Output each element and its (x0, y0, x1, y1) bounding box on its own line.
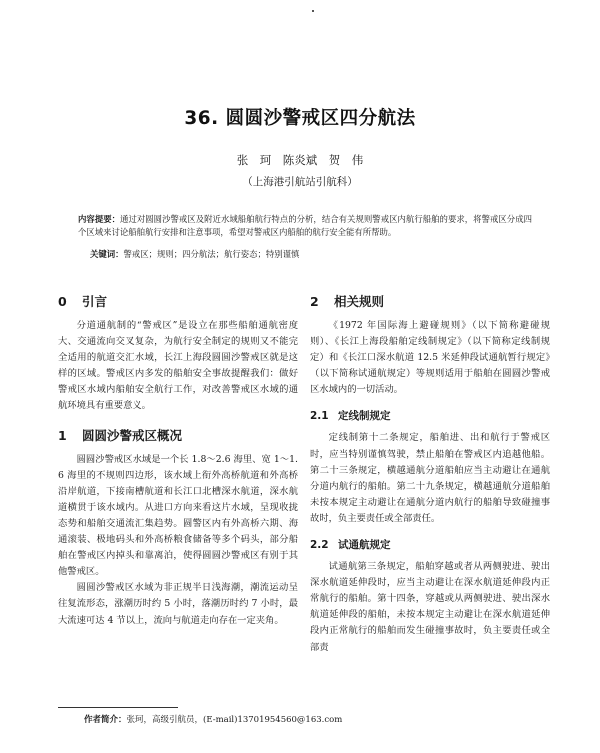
paragraph-overview-area: 圆圆沙警戒区水域是一个长 1.8～2.6 海里、宽 1～1.6 海里的不规则四边形，该水域上衔外高桥航道和外高桥沿岸航道，下接南槽航道和长江口北槽深水航道，深水航道横贯于该水域内。从进口方向来看这片水域，呈现收拢态势和船舶交通流汇集趋势。圆警区内有外高桥六期、海通滚装、极地码头和外高桥粮食储备等多个码头，部分船舶在警戒区内掉头和靠离泊，使得圆圆沙警戒区有别于其他警戒区。 (58, 453, 298, 578)
section-title: 圆圆沙警戒区概况 (82, 427, 183, 443)
paper-affiliation: （上海港引航站引航科） (242, 176, 358, 188)
paragraph-introduction: 分道通航制的“警戒区”是设立在那些船舶通航密度大、交通流向交叉复杂，为航行安全制定的规则又不能完全适用的航道交汇水域，长江上海段圆圆沙警戒区就是这样的区域。警戒区内多发的船舶安全事故提醒我们：做好警戒区水域内船舶安全航行工作，对改善警戒区水域的通航环境具有重要意义。 (58, 320, 298, 412)
section-title: 相关规则 (334, 294, 385, 309)
left-column (58, 292, 298, 629)
subsection-title: 试通航规定 (338, 539, 391, 552)
subsection-heading-routeing (310, 408, 550, 424)
subsection-heading-trial (310, 537, 550, 553)
abstract-block (78, 213, 532, 239)
author-footnote (84, 714, 342, 726)
paper-authors: 张 珂 陈炎斌 贺 伟 (236, 153, 364, 167)
abstract-label: 内容提要： (78, 214, 121, 224)
paragraph-rules: 《1972 年国际海上避碰规则》（以下简称避碰规则）、《长江上海段船舶定线制规定》（以下简称定线制规定）和《长江口深水航道 12.5 米延伸段试通航暂行规定》（以下简称试通航规定）等规则适用于船舶在圆圆沙警戒区水域内的一切活动。 (310, 320, 550, 396)
abstract-text: 通过对圆圆沙警戒区及附近水域船舶航行特点的分析，结合有关规则警戒区内航行船舶的要求，将警戒区分成四个区域来讨论船舶航行安排和注意事项，希望对警戒区内船舶的航行安全能有所帮助。 (78, 214, 533, 237)
section-heading-overview (58, 426, 298, 446)
paragraph-overview-tide: 圆圆沙警戒区水域为非正规半日浅海潮，潮流运动呈往复流形态，涨潮历时约 5 小时，落潮历时约 7 小时，最大流速可达 4 节以上，流向与航道走向存在一定夹角。 (58, 582, 298, 626)
paragraph-routeing: 定线制第十二条规定，船舶进、出和航行于警戒区时，应当特别谨慎驾驶，禁止船舶在警戒区内追越他船。第二十三条规定，横越通航分道船舶应当主动避让在通航分道内航行的船舶。第二十九条规定，横越通航分道船舶未按本规定主动避让在通航分道内航行的船舶导致碰撞事故时，负主要责任或全部责任。 (310, 432, 550, 524)
scan-speck (312, 10, 314, 12)
section-heading-rules (310, 292, 550, 312)
keywords-block (90, 248, 530, 261)
subsection-number: 2.2 (310, 539, 329, 552)
paragraph-trial: 试通航第三条规定，船舶穿越或者从两侧驶进、驶出深水航道延伸段时，应当主动避让在深水航道延伸段内正常航行的船舶。第十四条，穿越或从两侧驶进、驶出深水航道延伸段的船舶，未按本规定主动避让在深水航道延伸段内正常航行的船舶而发生碰撞事故时，负主要责任或全部责 (310, 561, 550, 653)
subsection-number: 2.1 (310, 410, 329, 423)
paper-title: 36. 圆圆沙警戒区四分航法 (184, 108, 416, 129)
section-number: 2 (310, 294, 319, 309)
keywords-label: 关键词： (90, 249, 124, 259)
keywords-text: 警戒区；规则；四分航法；航行姿态；特别谨慎 (123, 249, 300, 259)
footnote-divider (58, 707, 178, 708)
section-number: 1 (58, 427, 67, 443)
section-title: 引言 (82, 294, 108, 309)
footnote-label: 作者简介： (84, 715, 127, 725)
section-number: 0 (58, 294, 67, 309)
subsection-title: 定线制规定 (338, 410, 391, 423)
section-heading-introduction (58, 292, 298, 312)
footnote-text: 张珂，高级引航员，(E-mail)13701954560@163.com (126, 715, 343, 725)
right-column (310, 292, 550, 656)
